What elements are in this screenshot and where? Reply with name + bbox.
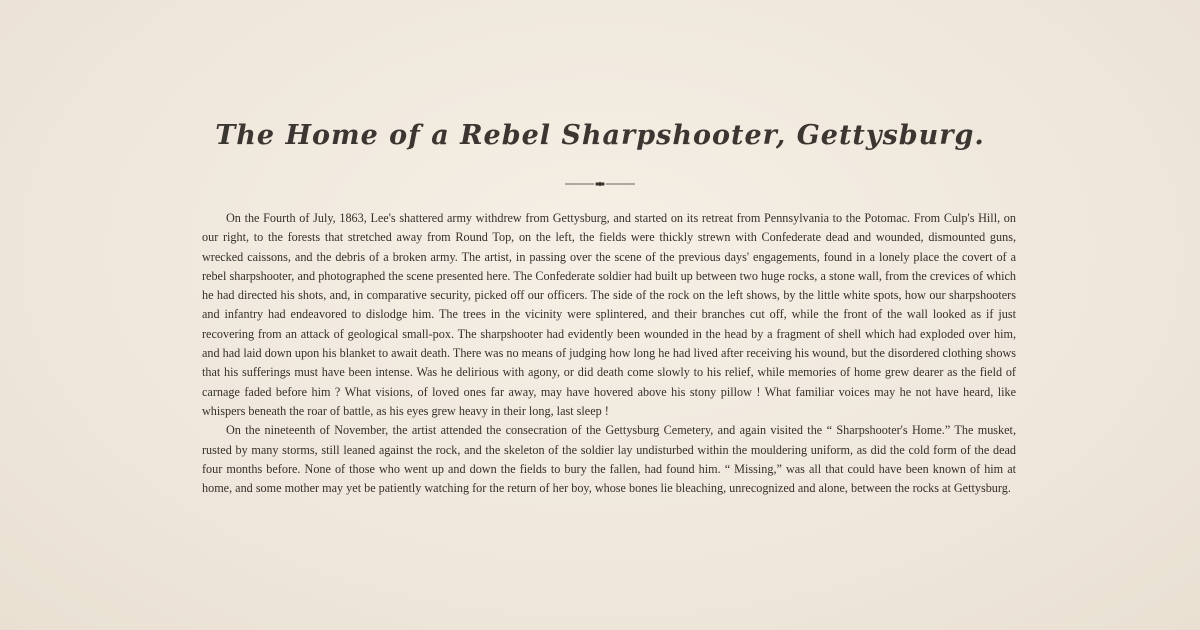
paragraph-2: On the nineteenth of November, the artist attended the consecration of the Gettysburg Cemetery, and again visited the “ Sharpshooter's Home.” The musket, rusted by many storms, still leaned against the rock, and the skeleton of the soldier lay undisturbed within the mouldering uniform, as did the cold form of the dead four months before. None of those who went up and down the fields to bury the fallen, had found him. “ Missing,” was all that could have been known of him at home, and some mother may yet be patiently watching for the return of her boy, whose bones lie bleaching, unrecognized and alone, between the rocks at Gettysburg. bbox=[202, 423, 1016, 496]
page-title: The Home of a Rebel Sharpshooter, Gettysburg. bbox=[215, 120, 985, 151]
body-text bbox=[202, 209, 1016, 498]
divider-ornament bbox=[565, 178, 635, 190]
paragraph-1: On the Fourth of July, 1863, Lee's shattered army withdrew from Gettysburg, and started on its retreat from Pennsylvania to the Potomac. From Culp's Hill, on our right, to the forests that stretched away from Round Top, on the left, the fields were thickly strewn with Confederate dead and wounded, dismounted guns, wrecked caissons, and the debris of a broken army. The artist, in passing over the scene of the previous days' engagements, found in a lonely place the covert of a rebel sharpshooter, and photographed the scene presented here. The Confederate soldier had built up between two huge rocks, a stone wall, from the crevices of which he had directed his shots, and, in comparative security, picked off our officers. The side of the rock on the left shows, by the little white spots, how our sharpshooters and infantry had endeavored to dislodge him. The trees in the vicinity were splintered, and their branches cut off, while the front of the wall looked as if just recovering from an attack of geological small-pox. The sharpshooter had evidently been wounded in the head by a fragment of shell which had exploded over him, and had laid down upon his blanket to await death. There was no means of judging how long he had lived after receiving his wound, but the disordered clothing shows that his sufferings must have been intense. Was he delirious with agony, or did death come slowly to his relief, while memories of home grew dearer as the field of carnage faded before him ? What visions, of loved ones far away, may have hovered above his stony pillow ! What familiar voices may he not have heard, like whispers beneath the roar of battle, as his eyes grew heavy in their long, last sleep ! bbox=[202, 211, 1016, 418]
